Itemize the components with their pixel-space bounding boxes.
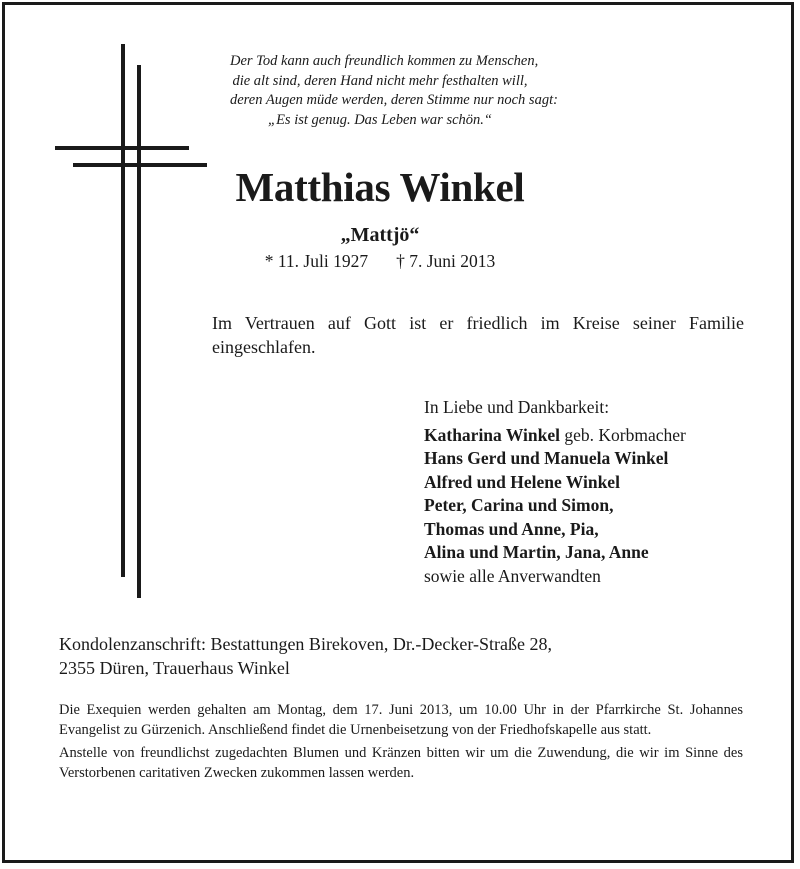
family-member: Peter, Carina und Simon, xyxy=(424,495,614,515)
cross-vertical-bar xyxy=(121,44,125,577)
condolence-address xyxy=(59,632,759,680)
exequien-notice: Die Exequien werden gehalten am Montag, dem 17. Juni 2013, um 10.00 Uhr in der Pfarrkirche St. Johannes Evangelist zu Gürzenich. Anschließend findet die Urnenbeisetzung von der Friedhofskapelle aus statt. xyxy=(59,702,743,738)
family-member: Alfred und Helene Winkel xyxy=(424,471,620,492)
family-closing: sowie alle Anverwandten xyxy=(424,565,601,586)
birth-date: * 11. Juli 1927 xyxy=(264,251,369,271)
family-list xyxy=(424,396,764,588)
deceased-name: Matthias Winkel xyxy=(235,164,525,210)
flowers-notice: Anstelle von freundlichst zugedachten Blumen und Kränzen bitten wir um die Zuwendung, die wir im Sinne des Verstorbenen caritativen Zwecken zukommen lassen werden. xyxy=(59,745,743,781)
family-member: Alina und Martin, Jana, Anne xyxy=(424,542,649,562)
family-member: Hans Gerd und Manuela Winkel xyxy=(424,448,669,468)
cross-horizontal-bar xyxy=(73,163,207,167)
poem xyxy=(230,52,558,130)
deceased-nickname: „Mattjö“ xyxy=(340,224,420,246)
service-notices xyxy=(59,701,743,787)
poem-line: „Es ist genug. Das Leben war schön.“ xyxy=(268,111,492,128)
poem-line: die alt sind, deren Hand nicht mehr festhalten will, xyxy=(232,72,528,89)
cross-vertical-bar xyxy=(137,65,141,598)
poem-line: deren Augen müde werden, deren Stimme nur noch sagt: xyxy=(230,92,558,108)
poem-line: Der Tod kann auch freundlich kommen zu Menschen, xyxy=(230,53,539,69)
death-date: † 7. Juni 2013 xyxy=(396,251,496,271)
life-dates xyxy=(230,249,530,273)
cross-horizontal-bar xyxy=(55,146,189,150)
address-line: 2355 Düren, Trauerhaus Winkel xyxy=(59,658,290,678)
family-member-bold: Katharina Winkel xyxy=(424,424,560,445)
family-member xyxy=(424,424,764,448)
address-line: Kondolenzanschrift: Bestattungen Birekoven, Dr.-Decker-Straße 28, xyxy=(59,634,552,654)
family-member: Thomas und Anne, Pia, xyxy=(424,518,599,539)
family-intro: In Liebe und Dankbarkeit: xyxy=(424,397,610,417)
family-member-suffix: geb. Korbmacher xyxy=(559,424,686,445)
trust-text: Im Vertrauen auf Gott ist er friedlich im Kreise seiner Familie eingeschlafen. xyxy=(212,313,744,357)
